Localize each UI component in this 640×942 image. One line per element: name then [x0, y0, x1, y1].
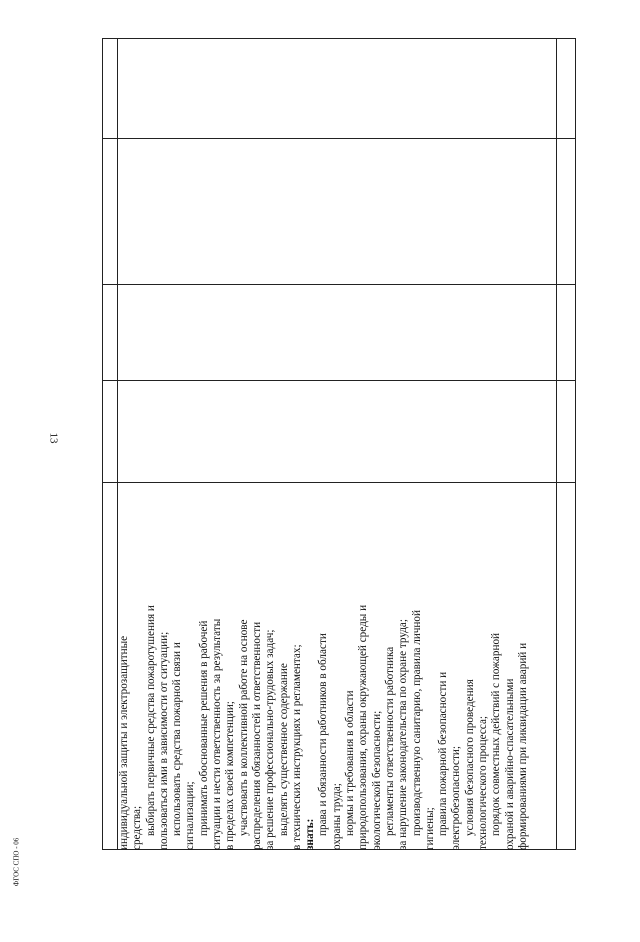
page-number: 13: [47, 432, 60, 444]
content-line: индивидуальной защиты и электрозащитные: [118, 635, 130, 850]
content-line: средства;: [131, 805, 144, 850]
content-line: использовать средства пожарной связи и: [171, 642, 184, 836]
requirements-cell: [118, 482, 529, 942]
requirements-text: [118, 482, 588, 850]
content-line: условия безопасного проведения: [463, 679, 476, 836]
content-line: распределения обязанностей и ответственности: [250, 621, 263, 850]
content-line: формированиями при ликвидации аварий и: [516, 642, 529, 850]
content-line: ситуации и нести ответственность за результаты: [211, 618, 224, 850]
content-line: охраной и аварийно-спасательными: [503, 678, 516, 850]
content-line: участвовать в коллективной работе на основе: [237, 619, 250, 836]
content-line: электробезопасности;: [450, 746, 463, 850]
content-line: в пределах своей компетенции;: [224, 701, 237, 850]
content-line: нормы и требования в области: [344, 690, 357, 836]
content-line: выбирать первичные средства пожаротушения и: [144, 605, 157, 836]
table-row-divider: [102, 138, 576, 139]
content-line: права и обязанности работников в области: [317, 633, 330, 836]
content-line: технологического процесса;: [477, 715, 490, 850]
content-line: в технических инструкциях и регламентах;: [290, 644, 303, 850]
content-line: охраны труда;: [330, 783, 343, 850]
content-line: сигнализации;: [184, 781, 197, 850]
content-line: знать:: [304, 818, 317, 850]
footer-code: ФГОС СПО - 06: [12, 837, 21, 887]
content-line: гигиены;: [423, 807, 436, 850]
table-row-divider: [102, 380, 576, 381]
content-line: принимать обоснованные решения в рабочей: [197, 620, 210, 836]
content-line: правила пожарной безопасности и: [437, 671, 450, 836]
table-row-divider: [102, 284, 576, 285]
content-line: регламенты ответственности работника: [383, 646, 396, 836]
content-line: за решение профессионально-трудовых задач;: [264, 629, 277, 850]
content-line: выделять существенное содержание: [277, 663, 290, 836]
content-line: пользоваться ими в зависимости от ситуации;: [157, 631, 170, 850]
content-line: экологической безопасности;: [370, 710, 383, 850]
content-line: порядок совместных действий с пожарной: [490, 632, 503, 836]
content-line: производственную санитарию, правила личной: [410, 609, 423, 836]
content-line: за нарушение законодательства по охране труда;: [397, 619, 410, 850]
content-line: природопользования, охраны окружающей среды и: [357, 604, 370, 850]
